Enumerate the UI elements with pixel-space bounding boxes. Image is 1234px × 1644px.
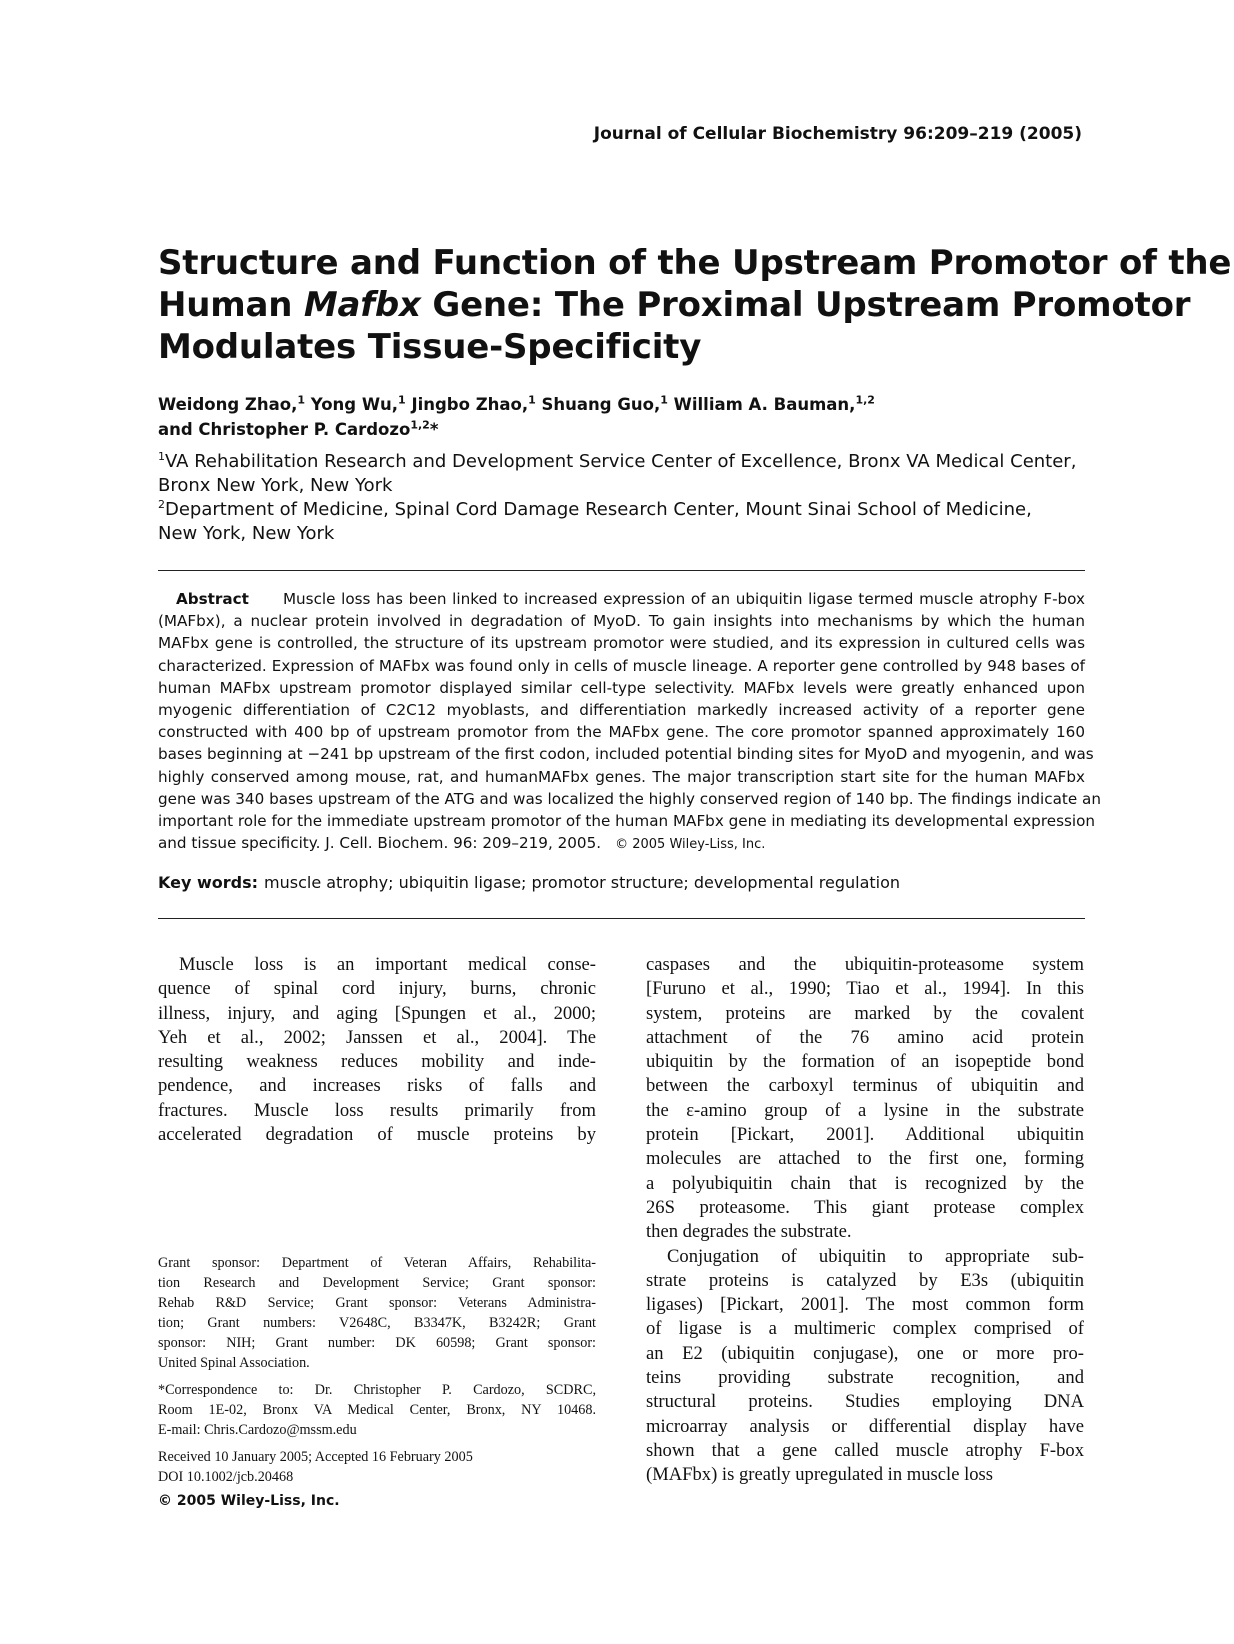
spacer (158, 1373, 596, 1380)
body-line: system, proteins are marked by the covalent (646, 1002, 1084, 1024)
abstract-line: characterized. Expression of MAFbx was found only in cells of muscle lineage. A reporter gene controlled by 948 bases of (158, 656, 1085, 675)
author-list (158, 392, 1058, 442)
abstract-line: MAFbx gene is controlled, the structure of its upstream promotor were studied, and its expression in cultured cells was (158, 634, 1085, 653)
divider-bottom (158, 918, 1085, 919)
journal-header: Journal of Cellular Biochemistry 96:209–219 (2005) (593, 124, 1082, 144)
grant-line: sponsor: NIH; Grant number: DK 60598; Grant sponsor: (158, 1335, 596, 1351)
abstract-line: gene was 340 bases upstream of the ATG and was localized the highly conserved region of 140 bp. The findings indicate an (158, 789, 1101, 808)
affiliation-text: VA Rehabilitation Research and Development Service Center of Excellence, Bronx VA Medical Center, (165, 451, 1077, 472)
grant-line: tion Research and Development Service; Grant sponsor: (158, 1275, 596, 1291)
body-line: attachment of the 76 amino acid protein (646, 1026, 1084, 1048)
grant-line: Rehab R&D Service; Grant sponsor: Veterans Administra- (158, 1295, 596, 1311)
body-column-left (158, 953, 596, 1147)
body-line: of ligase is a multimeric complex comprised of (646, 1318, 1084, 1340)
spacer (158, 1440, 596, 1447)
abstract-line: (MAFbx), a nuclear protein involved in degradation of MyoD. To gain insights into mechanisms by which the human (158, 612, 1085, 631)
affiliation-1-line-2: Bronx New York, New York (158, 475, 393, 496)
body-line: molecules are attached to the first one, forming (646, 1148, 1084, 1170)
affiliations (158, 450, 1098, 546)
title-line-1: Structure and Function of the Upstream Promotor of the (158, 243, 1232, 283)
abstract (158, 588, 1101, 856)
body-line: the ε-amino group of a lysine in the substrate (646, 1099, 1084, 1121)
received-date: Received 10 January 2005; Accepted 16 February 2005 (158, 1449, 473, 1465)
abstract-text: Muscle loss has been linked to increased expression of an ubiquitin ligase termed muscle atrophy F-box (282, 590, 1085, 608)
abstract-line: important role for the immediate upstream promotor of the human MAFbx gene in mediating its developmental expression (158, 812, 1096, 831)
body-line: quence of spinal cord injury, burns, chronic (158, 978, 596, 1000)
affiliation-2-line-2: New York, New York (158, 523, 335, 544)
author-name: Shuang Guo, (535, 395, 661, 414)
abstract-text: and tissue specificity. J. Cell. Biochem. 96: 209–219, 2005. (158, 834, 602, 853)
authors-line-2 (158, 417, 1058, 442)
body-line: strate proteins is catalyzed by E3s (ubiquitin (646, 1269, 1084, 1291)
abstract-copyright: © 2005 Wiley-Liss, Inc. (615, 837, 766, 853)
affiliation-text: Department of Medicine, Spinal Cord Damage Research Center, Mount Sinai School of Medicine, (165, 499, 1032, 520)
body-line: caspases and the ubiquitin-proteasome system (646, 954, 1084, 975)
footnotes (158, 1253, 596, 1511)
grant-line: tion; Grant numbers: V2648C, B3347K, B3242R; Grant (158, 1315, 596, 1331)
abstract-line: highly conserved among mouse, rat, and humanMAFbx genes. The major transcription start site for the human MAFbx (158, 767, 1085, 786)
affiliation-1-line-1 (158, 450, 1098, 474)
affiliation-mark: 1 (398, 393, 406, 407)
affiliation-number: 2 (158, 498, 165, 511)
body-line: 26S proteasome. This giant protease complex (646, 1196, 1084, 1218)
affiliation-mark: 1,2 (410, 418, 430, 432)
abstract-label: Abstract (176, 590, 249, 608)
body-line: pendence, and increases risks of falls and (158, 1075, 596, 1097)
abstract-line (158, 588, 1085, 610)
body-line: ligases) [Pickart, 2001]. The most common form (646, 1294, 1084, 1316)
affiliation-mark: 1 (660, 393, 668, 407)
body-line: Conjugation of ubiquitin to appropriate sub- (667, 1245, 1084, 1267)
keywords-label: Key words: (158, 873, 259, 892)
divider-top (158, 570, 1085, 571)
body-line: an E2 (ubiquitin conjugase), one or more pro- (646, 1342, 1084, 1364)
body-line: resulting weakness reduces mobility and inde- (158, 1051, 596, 1073)
grant-line: Grant sponsor: Department of Veteran Affairs, Rehabilita- (158, 1255, 596, 1271)
authors-line-1 (158, 392, 1058, 417)
body-line: protein [Pickart, 2001]. Additional ubiquitin (646, 1124, 1084, 1146)
author-name: William A. Bauman, (667, 395, 856, 414)
abstract-line: myogenic differentiation of C2C12 myoblasts, and differentiation markedly increased activity of a reporter gene (158, 701, 1085, 720)
body-line: microarray analysis or differential display have (646, 1415, 1084, 1437)
body-line: then degrades the substrate. (646, 1221, 852, 1243)
body-line: ubiquitin by the formation of an isopeptide bond (646, 1051, 1084, 1073)
affiliation-mark: 1 (297, 393, 306, 407)
abstract-line: human MAFbx upstream promotor displayed similar cell-type selectivity. MAFbx levels were greatly enhanced upon (158, 678, 1085, 697)
affiliation-mark: 1,2 (855, 393, 875, 407)
footnote-copyright: © 2005 Wiley-Liss, Inc. (158, 1493, 340, 1509)
body-line: teins providing substrate recognition, and (646, 1367, 1084, 1389)
correspondence-line: Room 1E-02, Bronx VA Medical Center, Bronx, NY 10468. (158, 1402, 596, 1418)
body-line: Muscle loss is an important medical conse- (179, 954, 596, 975)
doi: DOI 10.1002/jcb.20468 (158, 1469, 294, 1485)
body-line: a polyubiquitin chain that is recognized by the (646, 1172, 1084, 1194)
body-line: fractures. Muscle loss results primarily from (158, 1099, 596, 1121)
article-title (158, 242, 1232, 368)
gene-name: Mafbx (303, 285, 421, 325)
abstract-line (158, 832, 1085, 856)
correspondence-mark: * (429, 420, 439, 439)
body-line: between the carboxyl terminus of ubiquitin and (646, 1075, 1084, 1097)
title-suffix: Gene: The Proximal Upstream Promotor (420, 285, 1191, 325)
body-line: illness, injury, and aging [Spungen et al., 2000; (158, 1002, 596, 1024)
author-name: Weidong Zhao, (158, 395, 298, 414)
author-name: Jingbo Zhao, (405, 395, 529, 414)
author-name: and Christopher P. Cardozo (158, 420, 411, 439)
title-line-2 (158, 284, 1191, 326)
body-line: shown that a gene called muscle atrophy F-box (646, 1439, 1084, 1461)
affiliation-2-line-1 (158, 498, 1098, 522)
affiliation-number: 1 (158, 450, 165, 463)
correspondence-line: *Correspondence to: Dr. Christopher P. Cardozo, SCDRC, (158, 1382, 596, 1398)
abstract-line: constructed with 400 bp of upstream promotor from the MAFbx gene. The core promotor spanned approximately 160 (158, 723, 1085, 742)
title-prefix: Human (158, 285, 304, 325)
keywords-text: muscle atrophy; ubiquitin ligase; promotor structure; developmental regulation (264, 873, 901, 892)
body-column-right (646, 953, 1084, 1488)
body-line: Yeh et al., 2002; Janssen et al., 2004]. The (158, 1026, 596, 1048)
author-name: Yong Wu, (305, 395, 399, 414)
body-line: accelerated degradation of muscle proteins by (158, 1124, 596, 1146)
body-line: (MAFbx) is greatly upregulated in muscle loss (646, 1464, 994, 1486)
body-line: [Furuno et al., 1990; Tiao et al., 1994]. In this (646, 978, 1084, 1000)
correspondence-email: E-mail: Chris.Cardozo@mssm.edu (158, 1422, 357, 1438)
title-line-3: Modulates Tissue-Specificity (158, 327, 702, 367)
abstract-line: bases beginning at −241 bp upstream of the first codon, included potential binding sites for MyoD and myogenin, and was (158, 745, 1094, 764)
body-line: structural proteins. Studies employing DNA (646, 1391, 1084, 1413)
grant-line: United Spinal Association. (158, 1355, 310, 1371)
keywords (158, 873, 1085, 892)
affiliation-mark: 1 (528, 393, 536, 407)
